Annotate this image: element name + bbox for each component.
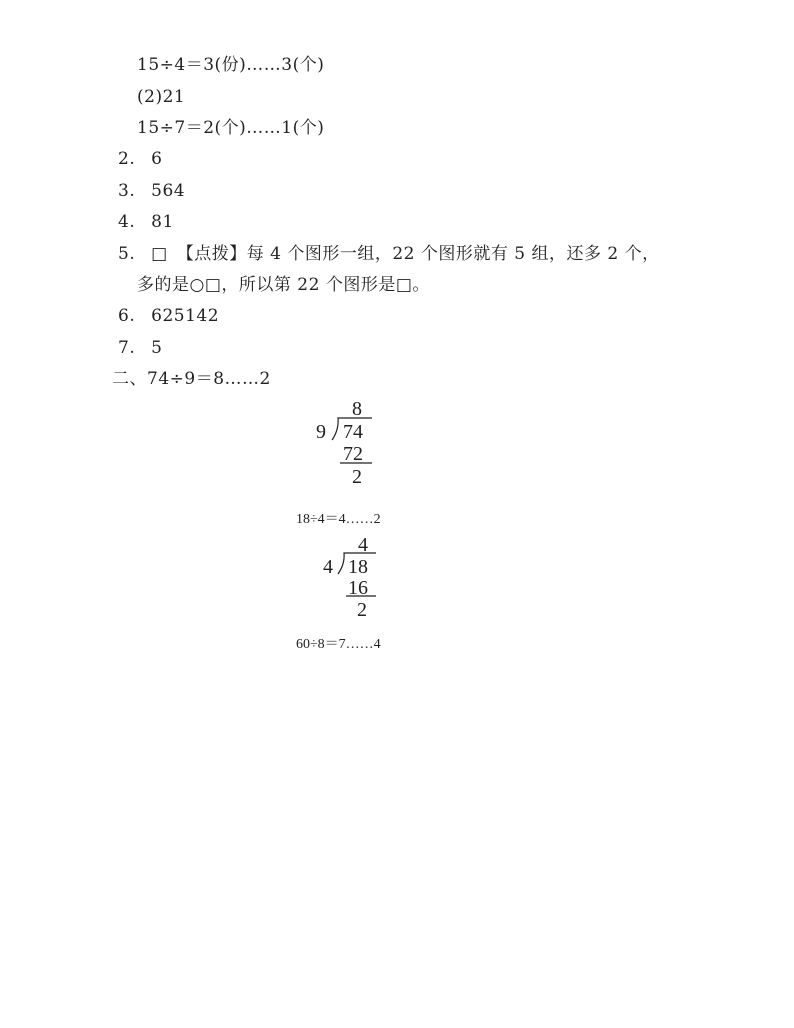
- item-number: 5.: [118, 244, 136, 264]
- quotient: 8: [352, 398, 362, 420]
- dividend: 74: [343, 421, 363, 443]
- item-answer: □ 【点拨】每 4 个图形一组，22 个图形就有 5 组，还多 2 个，: [151, 244, 660, 264]
- item-answer: 564: [151, 181, 186, 201]
- item-answer: 多的是○□，所以第 22 个图形是□。: [137, 275, 430, 295]
- equation-18-div-4: 18÷4＝4……2: [296, 512, 381, 527]
- answer-item-5: [118, 243, 660, 265]
- equation-60-div-8: 60÷8＝7……4: [296, 637, 381, 652]
- answer-item-6: [118, 305, 219, 327]
- item-number: 7.: [118, 338, 136, 358]
- answer-item-5-continued: [137, 274, 430, 296]
- item-answer: 6: [151, 149, 163, 169]
- product: 72: [343, 443, 363, 465]
- divisor: 4: [323, 556, 333, 578]
- remainder: 2: [357, 599, 367, 621]
- quotient: 4: [358, 534, 368, 556]
- item-answer: 625142: [151, 306, 220, 326]
- division-bracket: [336, 553, 381, 603]
- divisor: 9: [316, 421, 326, 443]
- answer-item-2: [118, 148, 162, 170]
- division-bracket: [330, 418, 375, 468]
- item-number: 2.: [118, 149, 136, 169]
- item-number: 6.: [118, 306, 136, 326]
- section-2-heading: 二、74÷9＝8……2: [112, 369, 271, 389]
- item-answer: 5: [151, 338, 163, 358]
- item-number: 4.: [118, 212, 136, 232]
- answer-item-3: [118, 180, 185, 202]
- remainder: 2: [352, 466, 362, 488]
- answer-item-7: [118, 337, 162, 359]
- answer-line-15-div-4: 15÷4＝3(份)……3(个): [137, 55, 325, 75]
- dividend: 18: [348, 556, 368, 578]
- product: 16: [348, 577, 368, 599]
- item-answer: 81: [151, 212, 174, 232]
- answer-item-4: [118, 211, 174, 233]
- answer-line-part-2: (2)21: [137, 87, 186, 107]
- answer-line-15-div-7: 15÷7＝2(个)……1(个): [137, 118, 325, 138]
- item-number: 3.: [118, 181, 136, 201]
